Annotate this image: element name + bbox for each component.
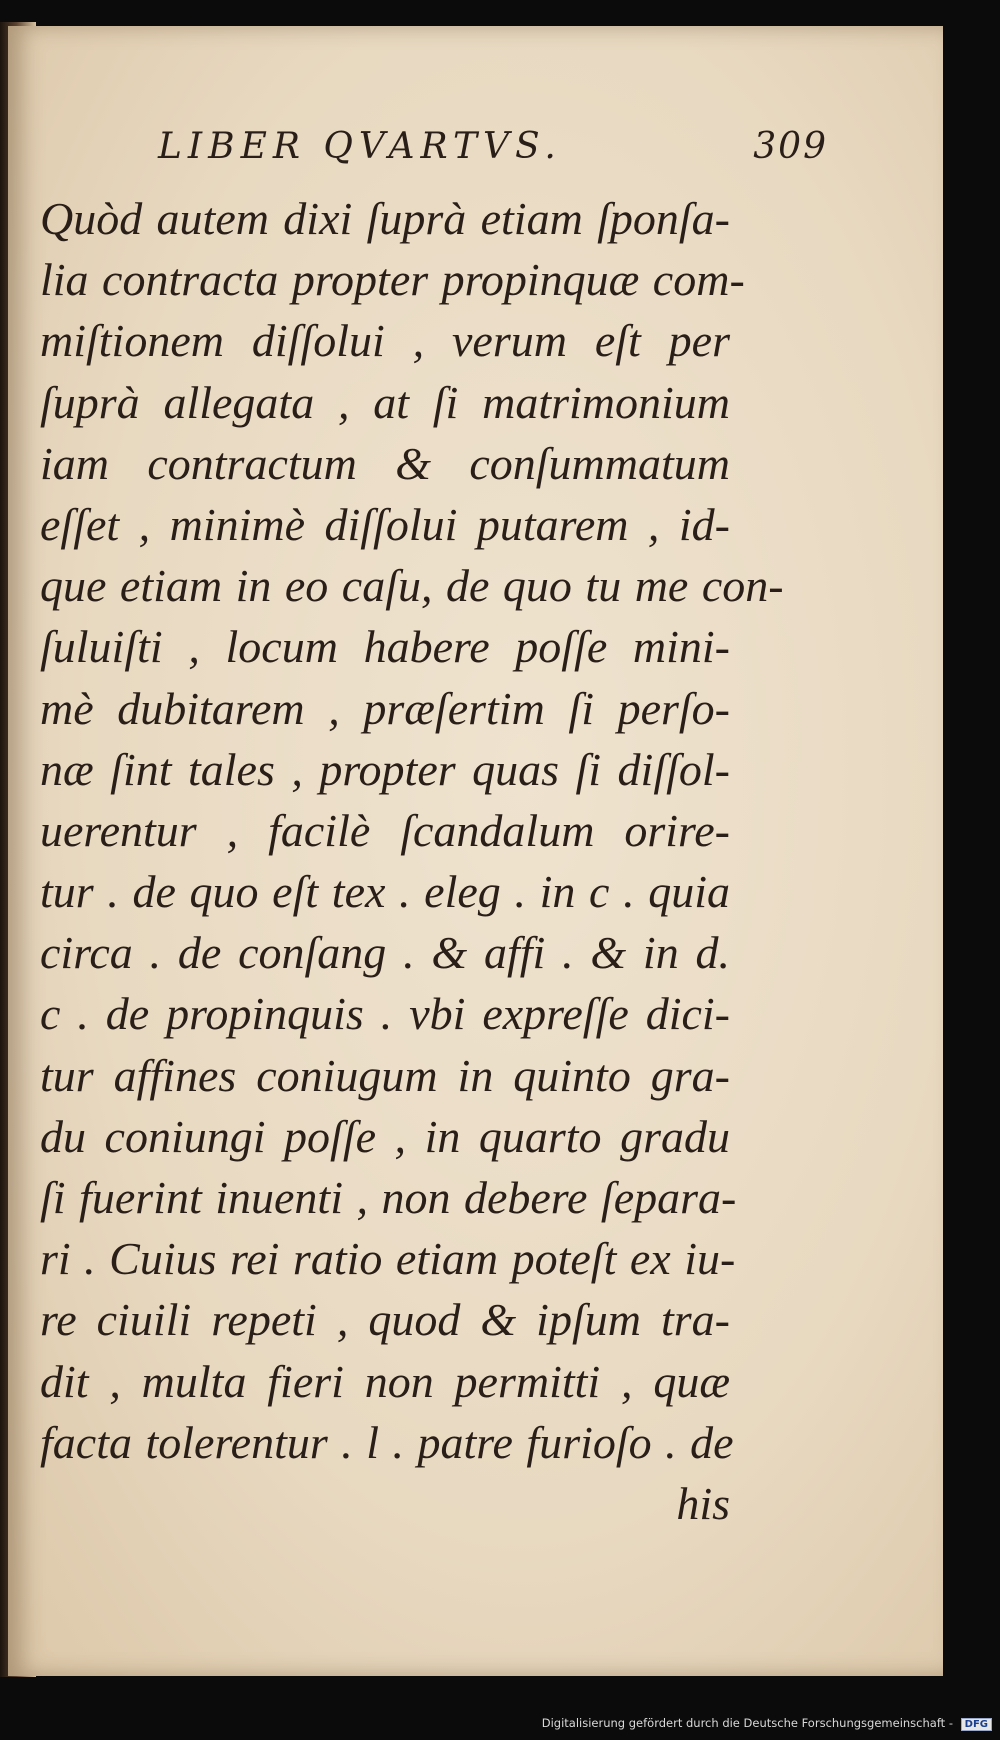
text-line: Quòd autem dixi ſuprà etiam ſponſa- <box>40 193 730 244</box>
text-line: ſuluiſti , locum habere poſſe mini- <box>40 621 730 673</box>
text-line: iam contractum & conſummatum <box>40 437 730 489</box>
text-line: tur . de quo eſt tex . eleg . in c . quia <box>40 866 730 918</box>
text-line: lia contracta propter propinquæ com- <box>40 254 745 306</box>
text-line: circa . de conſang . & affi . & in d. <box>40 927 730 979</box>
credit-text: Digitalisierung gefördert durch die Deutsche Forschungsgemeinschaft - <box>541 1716 953 1730</box>
text-line: ſi fuerint inuenti , non debere ſepara- <box>40 1172 737 1223</box>
text-line: eſſet , minimè diſſolui putarem , id- <box>40 498 730 550</box>
text-line: ri . Cuius rei ratio etiam poteſt ex iu- <box>40 1233 736 1285</box>
dfg-logo: DFG <box>961 1718 992 1731</box>
book-page <box>8 26 943 1676</box>
text-line: re ciuili repeti , quod & ipſum tra- <box>40 1294 730 1346</box>
text-line: ſuprà allegata , at ſi matrimonium <box>40 376 730 428</box>
page-number: 309 <box>753 126 828 167</box>
running-title: LIBER QVARTVS. <box>158 126 562 167</box>
catchword: his <box>676 1477 730 1529</box>
body-text <box>40 188 784 1534</box>
text-line: du coniungi poſſe , in quarto gradu <box>40 1110 730 1162</box>
text-line: uerentur , facilè ſcandalum orire- <box>40 804 730 856</box>
text-line: næ ſint tales , propter quas ſi diſſol- <box>40 743 730 795</box>
text-line: facta tolerentur . l . patre furioſo . de <box>40 1416 734 1468</box>
text-line: que etiam in eo caſu, de quo tu me con- <box>40 560 784 612</box>
text-line: mè dubitarem , præſertim ſi perſo- <box>40 682 730 734</box>
text-line: c . de propinquis . vbi expreſſe dici- <box>40 988 730 1040</box>
digitization-credit <box>542 1716 992 1731</box>
text-line: miſtionem diſſolui , verum eſt per <box>40 315 730 367</box>
text-line: dit , multa fieri non permitti , quæ <box>40 1355 730 1407</box>
text-line: tur affines coniugum in quinto gra- <box>40 1049 730 1101</box>
